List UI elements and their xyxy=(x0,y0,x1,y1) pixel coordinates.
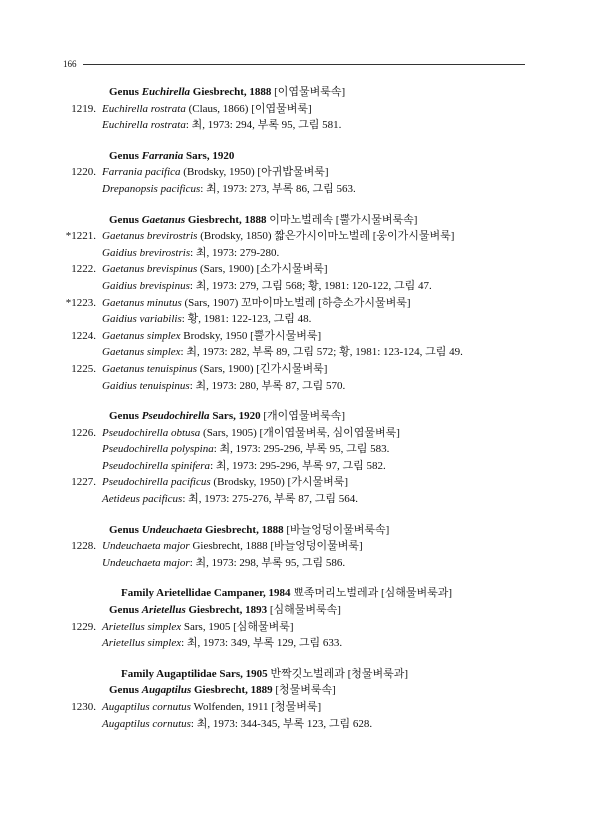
entry-number: 1230. xyxy=(71,701,96,713)
entry-text xyxy=(102,716,372,733)
scientific-name: Farrania pacifica xyxy=(102,166,181,179)
section-heading xyxy=(0,148,612,165)
entry-text xyxy=(102,474,348,491)
header-rule xyxy=(83,64,525,65)
heading-author: Sars, 1920 xyxy=(183,149,235,162)
entry-detail: (Sars, 1905) [개이엽물벼룩, 심이엽물벼룩] xyxy=(200,426,400,439)
heading-taxon: Gaetanus xyxy=(141,213,186,226)
heading-author: Sars, 1920 xyxy=(209,410,261,423)
page-number: 166 xyxy=(63,59,77,69)
species-entry xyxy=(0,261,612,278)
scientific-name: Gaetanus tenuispinus xyxy=(102,362,198,375)
entry-number: 1220. xyxy=(71,166,96,179)
reference-line xyxy=(0,311,612,328)
scientific-name: Pseudochirella obtusa xyxy=(102,426,201,439)
scientific-name: Gaidius brevirostris xyxy=(102,246,191,259)
section-heading xyxy=(0,666,612,683)
entry-detail: : 최, 1973: 349, 부록 129, 그림 633. xyxy=(181,637,343,650)
heading-author: Giesbrecht, 1888 xyxy=(202,523,284,536)
family-heading xyxy=(121,585,452,602)
genus-heading xyxy=(109,522,389,539)
entry-detail: : 최, 1973: 294, 부록 95, 그림 581. xyxy=(185,119,342,132)
heading-korean-name: [바늘엉덩이물벼룩속] xyxy=(283,523,390,536)
reference-line xyxy=(0,441,612,458)
genus-heading xyxy=(109,212,417,229)
entry-detail: : 최, 1973: 273, 부록 86, 그림 563. xyxy=(200,182,356,195)
entry-detail: : 최, 1973: 344-345, 부록 123, 그림 628. xyxy=(190,717,373,730)
entry-text xyxy=(102,278,432,295)
reference-line xyxy=(0,716,612,733)
scientific-name: Arietellus simplex xyxy=(102,620,182,633)
scientific-name: Gaetanus brevispinus xyxy=(102,263,198,276)
heading-korean-name: [청물벼룩속] xyxy=(272,684,336,697)
heading-korean-name: [이엽물벼룩속] xyxy=(271,86,346,98)
entry-detail: (Brodsky, 1850) 짧은가시이마노벌레 [웅이가시물벼룩] xyxy=(197,230,455,243)
entry-number: 1219. xyxy=(71,102,96,115)
section-gap xyxy=(0,198,612,212)
scientific-name: Gaetanus minutus xyxy=(102,296,182,309)
scientific-name: Undeuchaeta major xyxy=(102,556,190,569)
scientific-name: Gaidius brevispinus xyxy=(102,279,190,292)
entry-detail: (Claus, 1866) [이엽물벼룩] xyxy=(185,102,312,115)
species-entry xyxy=(0,699,612,716)
heading-taxon: Undeuchaeta xyxy=(141,523,203,536)
entry-number: *1223. xyxy=(65,296,96,309)
heading-prefix: Genus xyxy=(109,213,142,226)
entry-detail: : 최, 1973: 280, 부록 87, 그림 570. xyxy=(189,379,346,392)
section-heading xyxy=(0,84,612,101)
entry-text xyxy=(102,344,463,361)
scientific-name: Augaptilus cornutus xyxy=(102,717,191,730)
entry-text xyxy=(102,699,321,716)
heading-korean-name: [심해물벼룩속] xyxy=(267,604,341,617)
entry-number: 1229. xyxy=(71,620,96,633)
entry-number: 1222. xyxy=(71,263,96,276)
heading-author: Giesbrecht, 1893 xyxy=(185,604,268,617)
scientific-name: Pseudochirella polyspina xyxy=(102,443,214,456)
species-entry xyxy=(0,474,612,491)
heading-korean-name: 반짝깃노벌레과 [청물벼룩과] xyxy=(267,667,409,680)
entry-text xyxy=(102,311,311,328)
entry-detail: (Sars, 1900) [소가시물벼룩] xyxy=(197,263,328,276)
heading-taxon: Euchirella xyxy=(141,86,191,98)
entry-text xyxy=(102,245,279,262)
species-entry xyxy=(0,538,612,555)
entry-detail: : 최, 1973: 279, 그림 568; 황, 1981: 120-122, 그림 47. xyxy=(189,279,432,292)
heading-taxon: Farrania xyxy=(141,149,184,162)
entry-text xyxy=(102,458,386,475)
reference-line xyxy=(0,635,612,652)
entry-text xyxy=(102,361,327,378)
heading-korean-name: 뾰족머리노벌레과 [심해물벼룩과] xyxy=(290,587,453,600)
scientific-name: Gaetanus simplex xyxy=(102,329,181,342)
reference-line xyxy=(0,458,612,475)
entry-text xyxy=(102,555,345,572)
species-entry xyxy=(0,295,612,312)
catalog-body xyxy=(0,84,612,732)
heading-prefix: Genus xyxy=(109,149,142,162)
entry-number: *1221. xyxy=(65,230,96,243)
scientific-name: Euchirella rostrata xyxy=(102,102,186,115)
entry-detail: : 최, 1973: 275-276, 부록 87, 그림 564. xyxy=(182,493,358,506)
reference-line xyxy=(0,491,612,508)
species-entry xyxy=(0,101,612,118)
entry-text xyxy=(102,538,363,555)
heading-prefix: Genus xyxy=(109,684,142,697)
scientific-name: Aetideus pacificus xyxy=(102,493,183,506)
reference-line xyxy=(0,555,612,572)
heading-taxon: Augaptilus xyxy=(141,684,192,697)
entry-text xyxy=(102,619,294,636)
family-heading xyxy=(121,666,408,683)
entry-text xyxy=(102,425,400,442)
page-header xyxy=(63,58,525,70)
section-heading xyxy=(0,408,612,425)
reference-line xyxy=(0,245,612,262)
section-gap xyxy=(0,134,612,148)
entry-detail: : 최, 1973: 298, 부록 95, 그림 586. xyxy=(189,556,346,569)
genus-heading xyxy=(109,408,345,425)
entry-detail: : 최, 1973: 282, 부록 89, 그림 572; 황, 1981: 123-124, 그림 49. xyxy=(180,346,463,359)
species-entry xyxy=(0,361,612,378)
entry-number: 1227. xyxy=(71,476,96,489)
entry-detail: (Brodsky, 1950) [아귀밥물벼룩] xyxy=(180,166,329,179)
entry-text xyxy=(102,295,411,312)
scientific-name: Gaidius tenuispinus xyxy=(102,379,190,392)
entry-number: 1224. xyxy=(71,329,96,342)
species-entry xyxy=(0,328,612,345)
reference-line xyxy=(0,278,612,295)
entry-text xyxy=(102,117,341,134)
entry-text xyxy=(102,164,329,181)
heading-prefix: Family Arietellidae Campaner, 1984 xyxy=(121,587,291,600)
entry-text xyxy=(102,491,358,508)
heading-prefix: Genus xyxy=(109,86,142,98)
genus-heading xyxy=(109,84,345,101)
genus-heading xyxy=(109,682,336,699)
reference-line xyxy=(0,117,612,134)
reference-line xyxy=(0,181,612,198)
entry-detail: Giesbrecht, 1888 [바늘엉덩이물벼룩] xyxy=(189,540,363,553)
heading-prefix: Family Augaptilidae Sars, 1905 xyxy=(121,667,268,680)
reference-line xyxy=(0,378,612,395)
scientific-name: Drepanopsis pacificus xyxy=(102,182,201,195)
entry-number: 1226. xyxy=(71,426,96,439)
species-entry xyxy=(0,425,612,442)
heading-author: Giesbrecht, 1888 xyxy=(190,86,272,98)
entry-text xyxy=(102,101,312,118)
scientific-name: Arietellus simplex xyxy=(102,637,182,650)
entry-detail: : 최, 1973: 295-296, 부록 95, 그림 583. xyxy=(213,443,390,456)
heading-prefix: Genus xyxy=(109,523,142,536)
heading-prefix: Genus xyxy=(109,410,142,423)
species-entry xyxy=(0,164,612,181)
heading-korean-name: 이마노벌레속 [뿔가시물벼룩속] xyxy=(266,213,418,226)
heading-prefix: Genus xyxy=(109,604,142,617)
species-entry xyxy=(0,619,612,636)
scientific-name: Gaetanus brevirostris xyxy=(102,230,198,243)
entry-text xyxy=(102,441,389,458)
entry-text xyxy=(102,181,356,198)
genus-heading xyxy=(109,602,341,619)
species-entry xyxy=(0,228,612,245)
section-gap xyxy=(0,571,612,585)
genus-heading xyxy=(109,148,234,165)
scientific-name: Gaetanus simplex xyxy=(102,346,181,359)
entry-detail: Wolfenden, 1911 [청물벼룩] xyxy=(190,701,322,713)
scientific-name: Undeuchaeta major xyxy=(102,540,190,553)
section-heading xyxy=(0,682,612,699)
heading-author: Giesbrecht, 1888 xyxy=(185,213,267,226)
scientific-name: Euchirella rostrata xyxy=(102,119,186,132)
reference-line xyxy=(0,344,612,361)
entry-text xyxy=(102,228,454,245)
section-gap xyxy=(0,652,612,666)
section-gap xyxy=(0,508,612,522)
entry-detail: (Sars, 1907) 꼬마이마노벌레 [하층소가시물벼룩] xyxy=(181,296,411,309)
entry-detail: (Brodsky, 1950) [가시물벼룩] xyxy=(210,476,349,489)
entry-detail: : 황, 1981: 122-123, 그림 48. xyxy=(181,313,312,326)
entry-number: 1225. xyxy=(71,362,96,375)
scientific-name: Pseudochirella pacificus xyxy=(102,476,211,489)
heading-author: Giesbrecht, 1889 xyxy=(191,684,273,697)
section-gap xyxy=(0,394,612,408)
section-heading xyxy=(0,212,612,229)
entry-detail: (Sars, 1900) [긴가시물벼룩] xyxy=(197,362,328,375)
section-heading xyxy=(0,522,612,539)
scientific-name: Augaptilus cornutus xyxy=(102,701,191,713)
heading-taxon: Arietellus xyxy=(141,604,186,617)
entry-text xyxy=(102,328,321,345)
section-heading xyxy=(0,602,612,619)
section-heading xyxy=(0,585,612,602)
scientific-name: Gaidius variabilis xyxy=(102,313,182,326)
entry-detail: : 최, 1973: 279-280. xyxy=(190,246,280,259)
entry-text xyxy=(102,378,345,395)
heading-korean-name: [개이엽물벼룩속] xyxy=(260,410,346,423)
entry-text xyxy=(102,635,342,652)
entry-detail: Brodsky, 1950 [뿔가시물벼룩] xyxy=(180,329,322,342)
entry-detail: Sars, 1905 [심해물벼룩] xyxy=(181,620,294,633)
entry-text xyxy=(102,261,328,278)
heading-taxon: Pseudochirella xyxy=(141,410,210,423)
entry-number: 1228. xyxy=(71,540,96,553)
entry-detail: : 최, 1973: 295-296, 부록 97, 그림 582. xyxy=(210,459,386,472)
scientific-name: Pseudochirella spinifera xyxy=(102,459,211,472)
